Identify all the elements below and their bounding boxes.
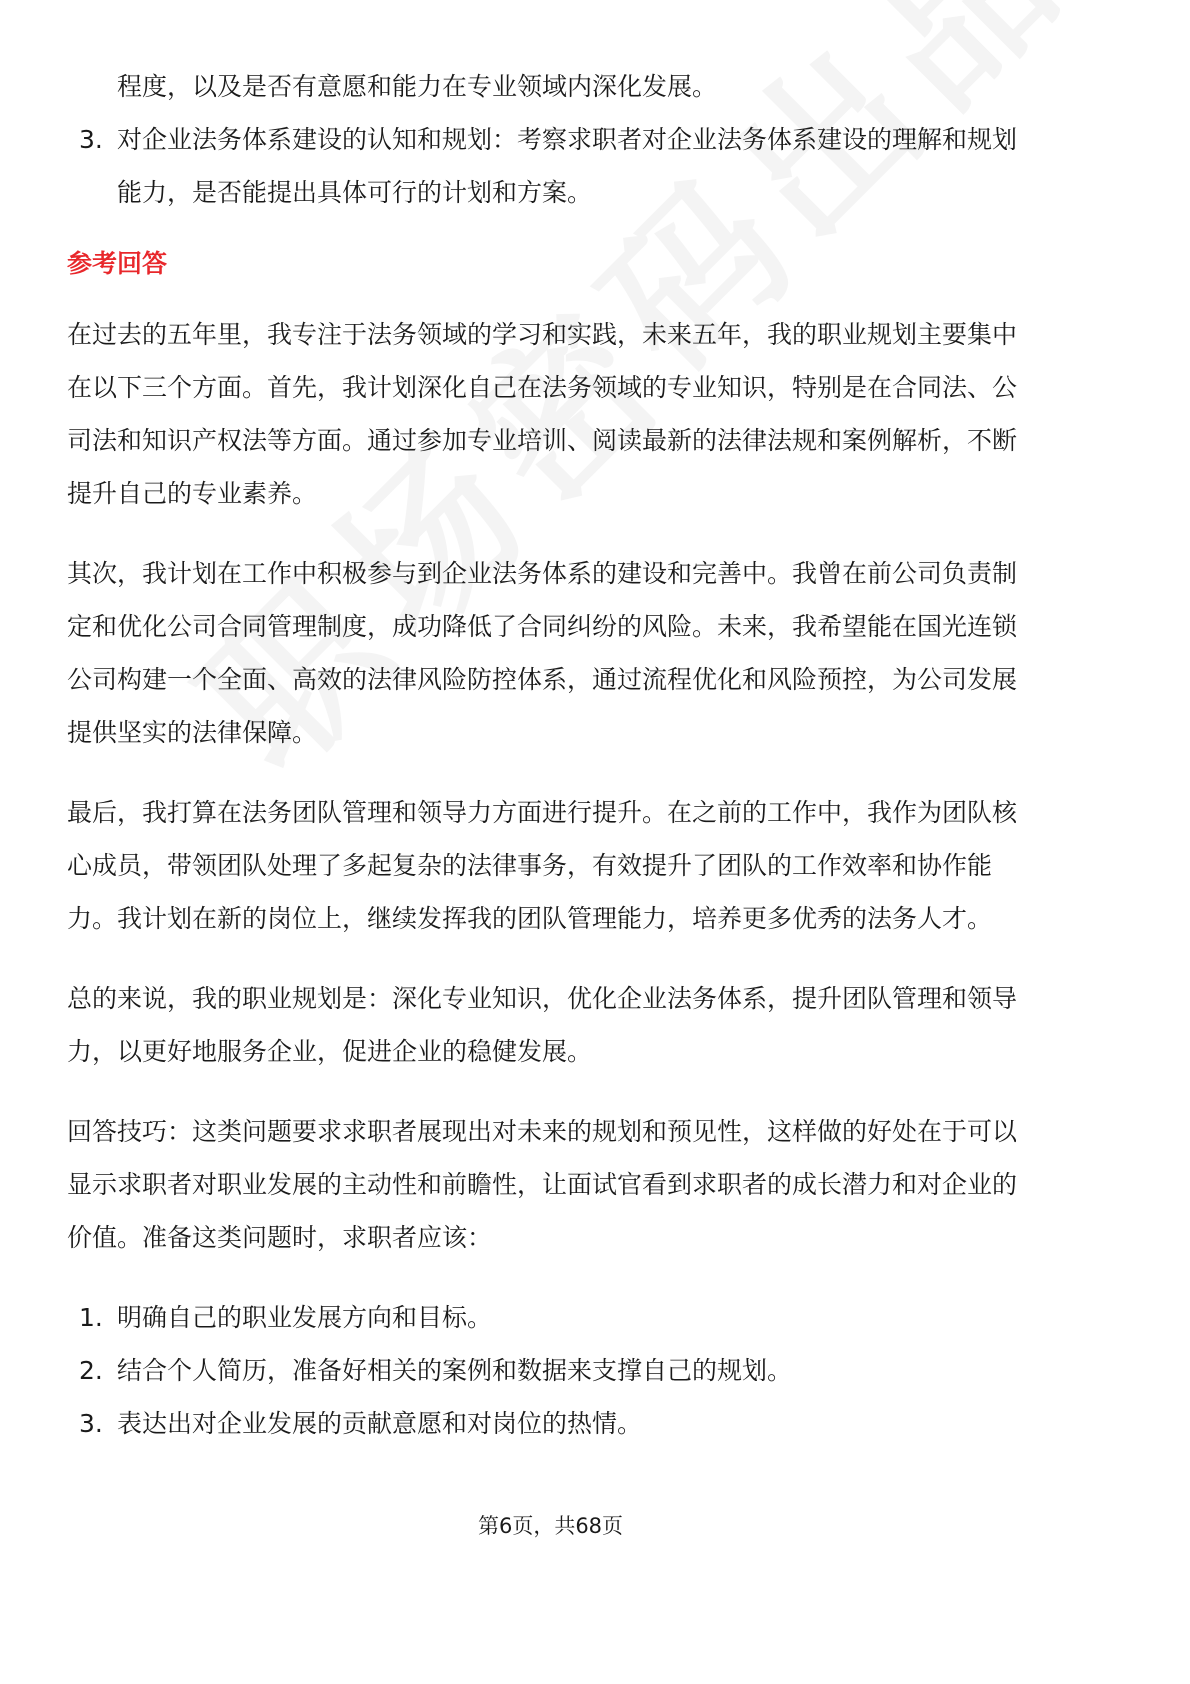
paragraph: 其次，我计划在工作中积极参与到企业法务体系的建设和完善中。我曾在前公司负责制定和优化公司合同管理制度，成功降低了合同纠纷的风险。未来，我希望能在国光连锁公司构建一个全面、高效的法律风险防控体系，通过流程优化和风险预控，为公司发展提供坚实的法律保障。 bbox=[67, 559, 1018, 747]
list-item bbox=[67, 1291, 1037, 1344]
list-item bbox=[67, 1397, 1037, 1450]
document-body bbox=[67, 60, 1037, 1450]
list-item-text: 结合个人简历，准备好相关的案例和数据来支撑自己的规划。 bbox=[117, 1356, 793, 1385]
list-number: 3. bbox=[79, 1409, 103, 1438]
paragraph: 回答技巧：这类问题要求求职者展现出对未来的规划和预见性，这样做的好处在于可以显示求职者对职业发展的主动性和前瞻性，让面试官看到求职者的成长潜力和对企业的价值。准备这类问题时，求职者应该： bbox=[67, 1117, 1018, 1252]
paragraph: 最后，我打算在法务团队管理和领导力方面进行提升。在之前的工作中，我作为团队核心成员，带领团队处理了多起复杂的法律事务，有效提升了团队的工作效率和协作能力。我计划在新的岗位上，继续发挥我的团队管理能力，培养更多优秀的法务人才。 bbox=[67, 798, 1018, 933]
tips-list bbox=[67, 1291, 1037, 1450]
list-item bbox=[67, 1344, 1037, 1397]
list-continuation: 程度，以及是否有意愿和能力在专业领域内深化发展。 bbox=[117, 72, 718, 101]
paragraph: 在过去的五年里，我专注于法务领域的学习和实践，未来五年，我的职业规划主要集中在以下三个方面。首先，我计划深化自己在法务领域的专业知识，特别是在合同法、公司法和知识产权法等方面。通过参加专业培训、阅读最新的法律法规和案例解析，不断提升自己的专业素养。 bbox=[67, 320, 1018, 508]
list-item-text: 对企业法务体系建设的认知和规划：考察求职者对企业法务体系建设的理解和规划能力，是否能提出具体可行的计划和方案。 bbox=[117, 125, 1018, 207]
list-item-text: 明确自己的职业发展方向和目标。 bbox=[117, 1303, 493, 1332]
list-item bbox=[67, 113, 1037, 219]
list-number: 2. bbox=[79, 1356, 103, 1385]
section-title: 参考回答 bbox=[67, 249, 168, 278]
criteria-list bbox=[67, 113, 1037, 219]
page-number: 第6页，共68页 bbox=[477, 1514, 624, 1538]
list-item-text: 表达出对企业发展的贡献意愿和对岗位的热情。 bbox=[117, 1409, 643, 1438]
list-number: 3. bbox=[79, 125, 103, 154]
paragraph: 总的来说，我的职业规划是：深化专业知识，优化企业法务体系，提升团队管理和领导力，以更好地服务企业，促进企业的稳健发展。 bbox=[67, 984, 1018, 1066]
list-number: 1. bbox=[79, 1303, 103, 1332]
